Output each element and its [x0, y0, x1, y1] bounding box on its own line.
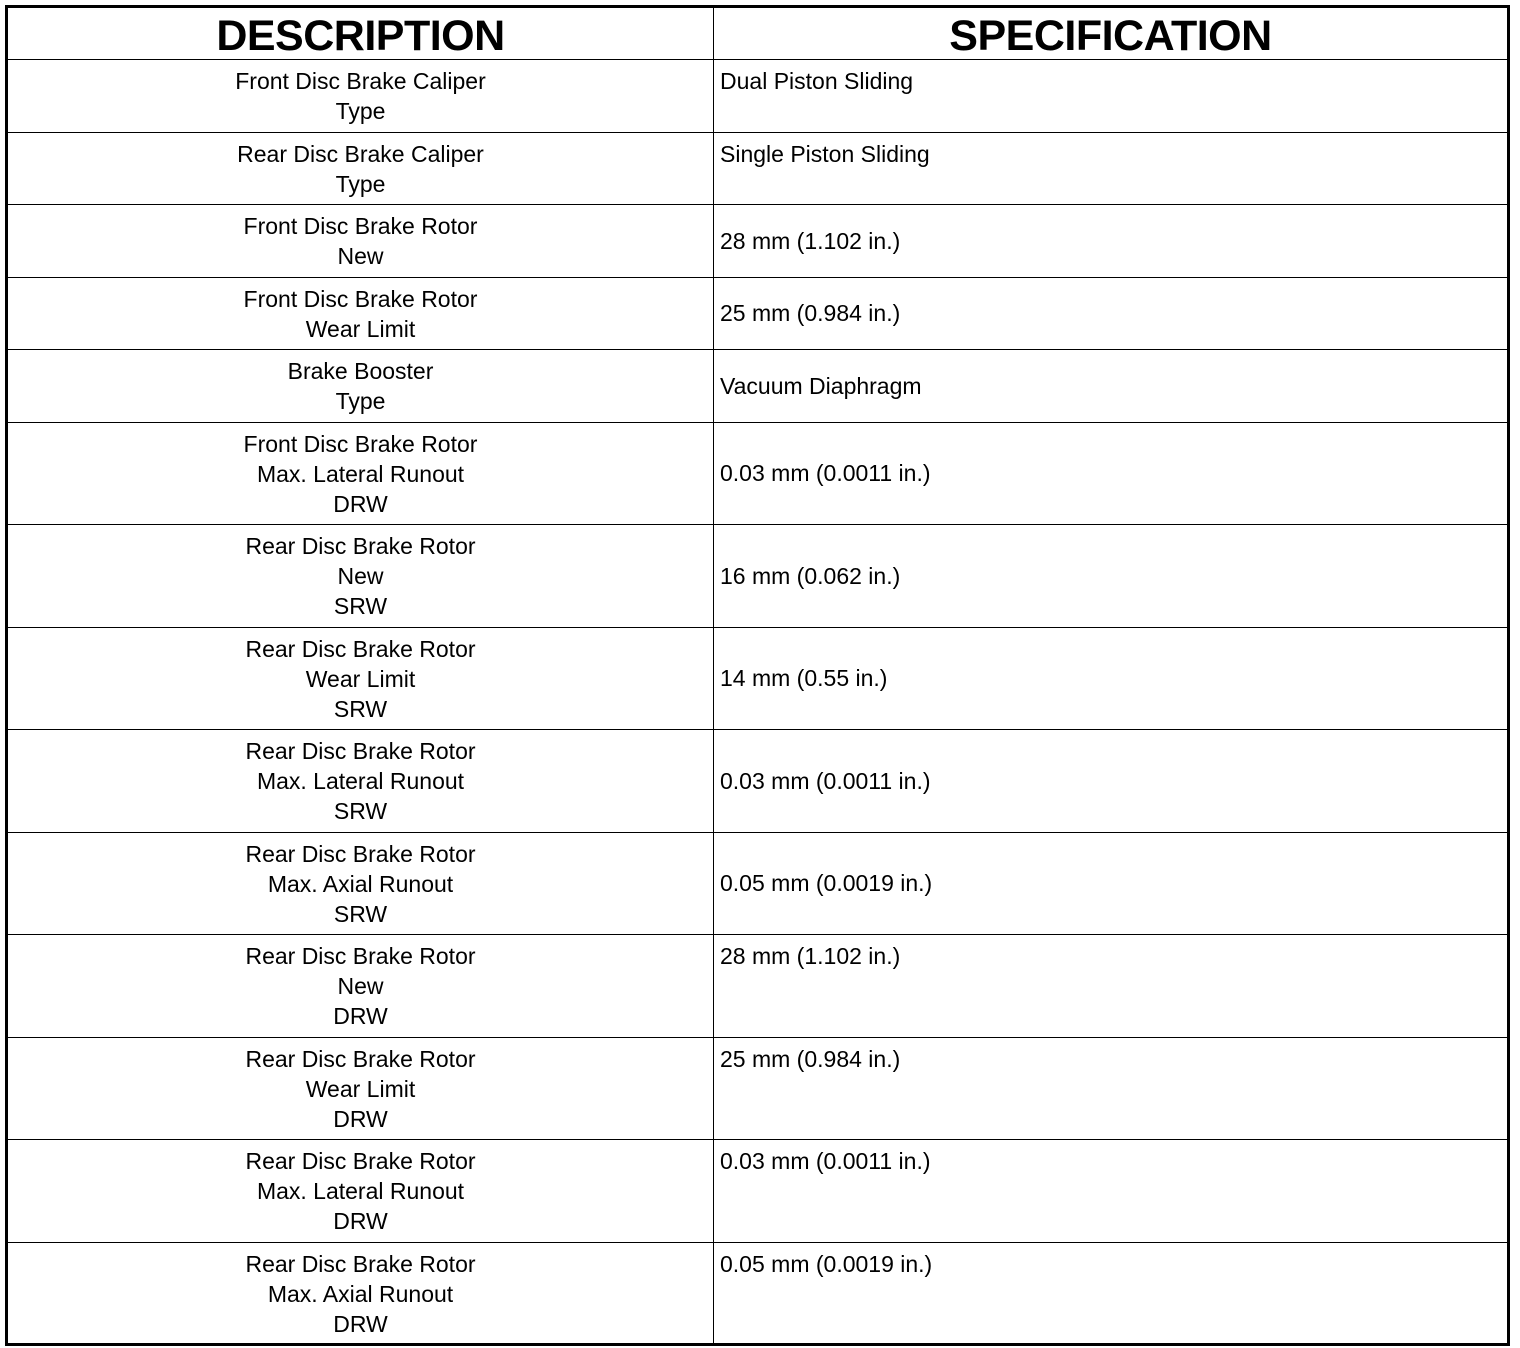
description-cell	[7, 1242, 714, 1345]
description-line: SRW	[333, 900, 388, 927]
table-row	[7, 627, 1509, 730]
description-line: SRW	[333, 695, 388, 722]
description-cell	[7, 1140, 714, 1243]
description-line: Wear Limit	[305, 665, 416, 692]
description-line: Rear Disc Brake Rotor	[245, 635, 476, 662]
table-row	[7, 422, 1509, 525]
specification-cell: 0.05 mm (0.0019 in.)	[714, 832, 1509, 935]
specification-cell: 25 mm (0.984 in.)	[714, 277, 1509, 350]
description-cell	[7, 60, 714, 133]
description-column-header: DESCRIPTION	[7, 7, 714, 60]
description-cell	[7, 132, 714, 205]
table-header	[7, 7, 1509, 60]
description-cell	[7, 205, 714, 278]
specification-cell: 28 mm (1.102 in.)	[714, 935, 1509, 1038]
description-cell	[7, 525, 714, 628]
header-row	[7, 7, 1509, 60]
description-line: DRW	[333, 490, 388, 517]
description-cell	[7, 422, 714, 525]
description-line: Rear Disc Brake Caliper	[237, 140, 484, 167]
description-line: Front Disc Brake Rotor	[243, 430, 478, 457]
description-line: New	[337, 243, 384, 269]
table-row	[7, 1242, 1509, 1345]
specification-cell: 0.03 mm (0.0011 in.)	[714, 730, 1509, 833]
description-line: DRW	[333, 1105, 388, 1132]
table-row	[7, 277, 1509, 350]
description-line: Rear Disc Brake Rotor	[245, 1250, 476, 1277]
description-line: Max. Axial Runout	[267, 1280, 454, 1307]
table-row	[7, 205, 1509, 278]
table-row	[7, 832, 1509, 935]
table-row	[7, 1140, 1509, 1243]
description-line: New	[337, 973, 384, 999]
description-line: Type	[335, 98, 386, 124]
description-line: Rear Disc Brake Rotor	[245, 738, 476, 764]
description-line: New	[337, 563, 384, 589]
description-line: Rear Disc Brake Rotor	[245, 1148, 476, 1174]
description-line: DRW	[333, 1310, 388, 1337]
description-line: DRW	[333, 1003, 388, 1029]
description-line: Brake Booster	[287, 358, 434, 384]
table-row	[7, 935, 1509, 1038]
table-row	[7, 350, 1509, 423]
description-line: DRW	[333, 1208, 388, 1234]
table-row	[7, 1037, 1509, 1140]
description-cell	[7, 627, 714, 730]
specification-cell: 14 mm (0.55 in.)	[714, 627, 1509, 730]
description-cell	[7, 350, 714, 423]
description-line: Rear Disc Brake Rotor	[245, 533, 476, 559]
specification-cell: 0.03 mm (0.0011 in.)	[714, 422, 1509, 525]
description-line: SRW	[333, 593, 388, 619]
description-line: Type	[335, 388, 386, 414]
specification-cell: 0.03 mm (0.0011 in.)	[714, 1140, 1509, 1243]
description-line: Front Disc Brake Caliper	[235, 68, 486, 94]
description-line: Wear Limit	[305, 1075, 416, 1102]
description-line: Wear Limit	[305, 315, 416, 342]
description-line: Max. Lateral Runout	[256, 1178, 465, 1204]
description-line: Max. Lateral Runout	[256, 768, 465, 794]
table-row	[7, 60, 1509, 133]
table-row	[7, 132, 1509, 205]
description-cell	[7, 935, 714, 1038]
table-body	[7, 60, 1509, 1345]
description-line: Rear Disc Brake Rotor	[245, 840, 476, 867]
description-line: Max. Lateral Runout	[256, 460, 465, 487]
specification-cell: Single Piston Sliding	[714, 132, 1509, 205]
specification-column-header: SPECIFICATION	[714, 7, 1509, 60]
description-line: Type	[335, 170, 386, 197]
description-line: Max. Axial Runout	[267, 870, 454, 897]
description-cell	[7, 730, 714, 833]
description-cell	[7, 832, 714, 935]
specification-cell: 28 mm (1.102 in.)	[714, 205, 1509, 278]
description-line: Rear Disc Brake Rotor	[245, 1045, 476, 1072]
specification-cell: Vacuum Diaphragm	[714, 350, 1509, 423]
brake-specification-table	[5, 5, 1510, 1346]
description-line: SRW	[333, 798, 388, 824]
description-cell	[7, 277, 714, 350]
description-line: Rear Disc Brake Rotor	[245, 943, 476, 969]
description-line: Front Disc Brake Rotor	[243, 285, 478, 312]
table-row	[7, 525, 1509, 628]
description-line: Front Disc Brake Rotor	[243, 213, 478, 239]
table-row	[7, 730, 1509, 833]
specification-cell: 16 mm (0.062 in.)	[714, 525, 1509, 628]
specification-cell: 25 mm (0.984 in.)	[714, 1037, 1509, 1140]
description-cell	[7, 1037, 714, 1140]
specification-cell: Dual Piston Sliding	[714, 60, 1509, 133]
specification-cell: 0.05 mm (0.0019 in.)	[714, 1242, 1509, 1345]
